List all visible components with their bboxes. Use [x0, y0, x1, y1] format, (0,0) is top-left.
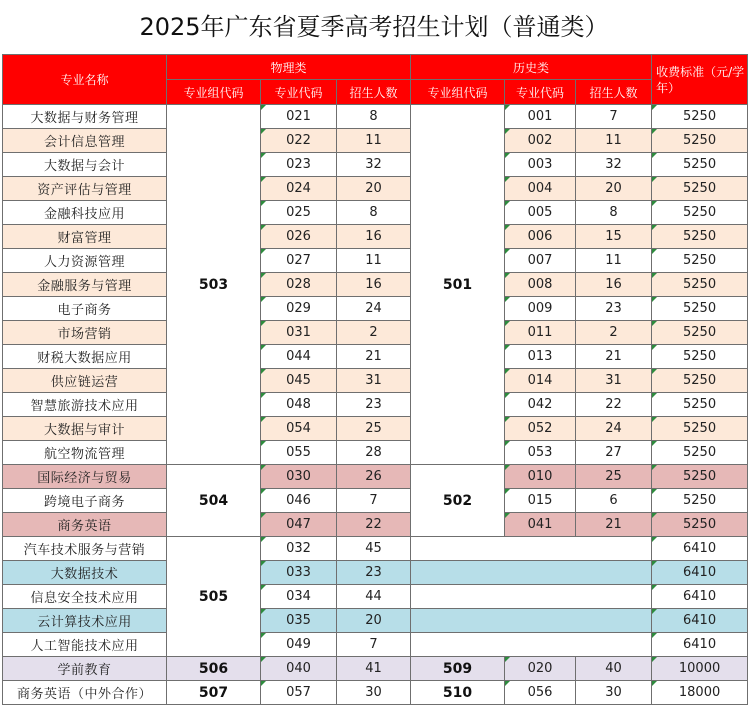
history-empty-cell [411, 585, 652, 609]
history-enroll-count-cell: 21 [576, 513, 652, 537]
history-enroll-count-cell: 2 [576, 321, 652, 345]
table-row [3, 417, 748, 441]
header-fee: 收费标准（元/学年） [652, 55, 748, 105]
history-group-code-cell: 502 [411, 465, 505, 537]
history-enroll-count-cell: 20 [576, 177, 652, 201]
physics-major-code-cell: 030 [261, 465, 337, 489]
fee-cell: 5250 [652, 393, 748, 417]
physics-enroll-count-cell: 44 [337, 585, 411, 609]
history-major-code-cell: 005 [505, 201, 576, 225]
table-row [3, 681, 748, 705]
header-physics-group-code: 专业组代码 [167, 80, 261, 105]
physics-major-code-cell: 035 [261, 609, 337, 633]
history-empty-cell [411, 537, 652, 561]
major-name-cell: 智慧旅游技术应用 [3, 393, 167, 417]
table-row [3, 297, 748, 321]
history-enroll-count-cell: 8 [576, 201, 652, 225]
history-major-code-cell: 015 [505, 489, 576, 513]
physics-major-code-cell: 044 [261, 345, 337, 369]
fee-cell: 6410 [652, 633, 748, 657]
fee-cell: 5250 [652, 297, 748, 321]
physics-major-code-cell: 040 [261, 657, 337, 681]
history-enroll-count-cell: 22 [576, 393, 652, 417]
history-enroll-count-cell: 16 [576, 273, 652, 297]
physics-group-code-cell: 504 [167, 465, 261, 537]
fee-cell: 5250 [652, 249, 748, 273]
history-enroll-count-cell: 31 [576, 369, 652, 393]
fee-cell: 5250 [652, 273, 748, 297]
physics-major-code-cell: 025 [261, 201, 337, 225]
physics-enroll-count-cell: 41 [337, 657, 411, 681]
history-major-code-cell: 042 [505, 393, 576, 417]
physics-enroll-count-cell: 31 [337, 369, 411, 393]
header-history-group-code: 专业组代码 [411, 80, 505, 105]
physics-group-code-cell: 505 [167, 537, 261, 657]
history-group-code-cell: 501 [411, 105, 505, 465]
physics-enroll-count-cell: 16 [337, 225, 411, 249]
major-name-cell: 会计信息管理 [3, 129, 167, 153]
table-row [3, 633, 748, 657]
history-enroll-count-cell: 11 [576, 129, 652, 153]
table-row [3, 273, 748, 297]
major-name-cell: 财税大数据应用 [3, 345, 167, 369]
history-major-code-cell: 004 [505, 177, 576, 201]
history-enroll-count-cell: 21 [576, 345, 652, 369]
fee-cell: 5250 [652, 201, 748, 225]
physics-group-code-cell: 506 [167, 657, 261, 681]
table-row [3, 489, 748, 513]
major-name-cell: 供应链运营 [3, 369, 167, 393]
page-title: 2025年广东省夏季高考招生计划（普通类） [139, 13, 609, 41]
history-major-code-cell: 002 [505, 129, 576, 153]
major-name-cell: 资产评估与管理 [3, 177, 167, 201]
physics-enroll-count-cell: 7 [337, 489, 411, 513]
fee-cell: 6410 [652, 561, 748, 585]
physics-enroll-count-cell: 22 [337, 513, 411, 537]
physics-enroll-count-cell: 11 [337, 249, 411, 273]
physics-major-code-cell: 054 [261, 417, 337, 441]
table-row [3, 225, 748, 249]
history-enroll-count-cell: 27 [576, 441, 652, 465]
history-group-code-cell: 509 [411, 657, 505, 681]
physics-major-code-cell: 049 [261, 633, 337, 657]
fee-cell: 5250 [652, 489, 748, 513]
history-enroll-count-cell: 11 [576, 249, 652, 273]
physics-enroll-count-cell: 20 [337, 177, 411, 201]
physics-major-code-cell: 048 [261, 393, 337, 417]
major-name-cell: 人工智能技术应用 [3, 633, 167, 657]
history-group-code-cell: 510 [411, 681, 505, 705]
history-empty-cell [411, 561, 652, 585]
table-row [3, 177, 748, 201]
table-row [3, 345, 748, 369]
major-name-cell: 人力资源管理 [3, 249, 167, 273]
major-name-cell: 跨境电子商务 [3, 489, 167, 513]
history-major-code-cell: 003 [505, 153, 576, 177]
enrollment-table [2, 54, 748, 705]
history-major-code-cell: 009 [505, 297, 576, 321]
table-row [3, 201, 748, 225]
physics-major-code-cell: 022 [261, 129, 337, 153]
fee-cell: 5250 [652, 417, 748, 441]
table-row [3, 585, 748, 609]
physics-enroll-count-cell: 30 [337, 681, 411, 705]
header-history-enroll-count: 招生人数 [576, 80, 652, 105]
history-enroll-count-cell: 40 [576, 657, 652, 681]
history-major-code-cell: 007 [505, 249, 576, 273]
physics-major-code-cell: 031 [261, 321, 337, 345]
physics-major-code-cell: 021 [261, 105, 337, 129]
fee-cell: 6410 [652, 609, 748, 633]
physics-enroll-count-cell: 16 [337, 273, 411, 297]
history-enroll-count-cell: 32 [576, 153, 652, 177]
physics-enroll-count-cell: 20 [337, 609, 411, 633]
major-name-cell: 市场营销 [3, 321, 167, 345]
table-row [3, 369, 748, 393]
physics-group-code-cell: 503 [167, 105, 261, 465]
table-row [3, 561, 748, 585]
major-name-cell: 金融科技应用 [3, 201, 167, 225]
physics-major-code-cell: 034 [261, 585, 337, 609]
fee-cell: 5250 [652, 225, 748, 249]
table-row [3, 249, 748, 273]
fee-cell: 18000 [652, 681, 748, 705]
history-major-code-cell: 056 [505, 681, 576, 705]
major-name-cell: 国际经济与贸易 [3, 465, 167, 489]
physics-major-code-cell: 029 [261, 297, 337, 321]
physics-enroll-count-cell: 23 [337, 561, 411, 585]
table-row [3, 537, 748, 561]
header-physics-major-code: 专业代码 [261, 80, 337, 105]
physics-major-code-cell: 023 [261, 153, 337, 177]
physics-major-code-cell: 026 [261, 225, 337, 249]
table-row [3, 441, 748, 465]
major-name-cell: 学前教育 [3, 657, 167, 681]
history-enroll-count-cell: 7 [576, 105, 652, 129]
physics-enroll-count-cell: 7 [337, 633, 411, 657]
history-major-code-cell: 013 [505, 345, 576, 369]
fee-cell: 6410 [652, 537, 748, 561]
table-row [3, 105, 748, 129]
major-name-cell: 电子商务 [3, 297, 167, 321]
history-major-code-cell: 006 [505, 225, 576, 249]
physics-enroll-count-cell: 26 [337, 465, 411, 489]
major-name-cell: 云计算技术应用 [3, 609, 167, 633]
physics-major-code-cell: 057 [261, 681, 337, 705]
major-name-cell: 大数据与审计 [3, 417, 167, 441]
major-name-cell: 大数据与财务管理 [3, 105, 167, 129]
table-row [3, 657, 748, 681]
history-major-code-cell: 053 [505, 441, 576, 465]
physics-enroll-count-cell: 23 [337, 393, 411, 417]
physics-enroll-count-cell: 25 [337, 417, 411, 441]
physics-major-code-cell: 033 [261, 561, 337, 585]
history-enroll-count-cell: 30 [576, 681, 652, 705]
header-physics: 物理类 [167, 55, 411, 80]
header-history-major-code: 专业代码 [505, 80, 576, 105]
header-physics-enroll-count: 招生人数 [337, 80, 411, 105]
table-row [3, 513, 748, 537]
physics-enroll-count-cell: 24 [337, 297, 411, 321]
physics-major-code-cell: 055 [261, 441, 337, 465]
history-major-code-cell: 041 [505, 513, 576, 537]
history-major-code-cell: 052 [505, 417, 576, 441]
physics-major-code-cell: 032 [261, 537, 337, 561]
major-name-cell: 金融服务与管理 [3, 273, 167, 297]
fee-cell: 5250 [652, 345, 748, 369]
physics-major-code-cell: 045 [261, 369, 337, 393]
table-row [3, 129, 748, 153]
major-name-cell: 商务英语（中外合作） [3, 681, 167, 705]
physics-major-code-cell: 024 [261, 177, 337, 201]
major-name-cell: 大数据与会计 [3, 153, 167, 177]
physics-enroll-count-cell: 32 [337, 153, 411, 177]
history-enroll-count-cell: 6 [576, 489, 652, 513]
fee-cell: 5250 [652, 513, 748, 537]
table-row [3, 153, 748, 177]
fee-cell: 5250 [652, 465, 748, 489]
physics-group-code-cell: 507 [167, 681, 261, 705]
fee-cell: 5250 [652, 441, 748, 465]
fee-cell: 10000 [652, 657, 748, 681]
fee-cell: 5250 [652, 153, 748, 177]
history-major-code-cell: 001 [505, 105, 576, 129]
major-name-cell: 信息安全技术应用 [3, 585, 167, 609]
fee-cell: 6410 [652, 585, 748, 609]
table-row [3, 465, 748, 489]
table-row [3, 393, 748, 417]
physics-enroll-count-cell: 45 [337, 537, 411, 561]
history-major-code-cell: 020 [505, 657, 576, 681]
physics-enroll-count-cell: 28 [337, 441, 411, 465]
table-row [3, 609, 748, 633]
history-major-code-cell: 010 [505, 465, 576, 489]
major-name-cell: 汽车技术服务与营销 [3, 537, 167, 561]
physics-major-code-cell: 046 [261, 489, 337, 513]
major-name-cell: 航空物流管理 [3, 441, 167, 465]
fee-cell: 5250 [652, 105, 748, 129]
physics-major-code-cell: 047 [261, 513, 337, 537]
history-major-code-cell: 011 [505, 321, 576, 345]
history-enroll-count-cell: 23 [576, 297, 652, 321]
physics-enroll-count-cell: 21 [337, 345, 411, 369]
history-enroll-count-cell: 25 [576, 465, 652, 489]
history-major-code-cell: 014 [505, 369, 576, 393]
physics-enroll-count-cell: 2 [337, 321, 411, 345]
table-row [3, 321, 748, 345]
physics-major-code-cell: 028 [261, 273, 337, 297]
header-history: 历史类 [411, 55, 652, 80]
physics-enroll-count-cell: 11 [337, 129, 411, 153]
table-body [3, 105, 748, 705]
header-major-name: 专业名称 [3, 55, 167, 105]
major-name-cell: 商务英语 [3, 513, 167, 537]
fee-cell: 5250 [652, 369, 748, 393]
physics-enroll-count-cell: 8 [337, 201, 411, 225]
fee-cell: 5250 [652, 321, 748, 345]
history-major-code-cell: 008 [505, 273, 576, 297]
fee-cell: 5250 [652, 129, 748, 153]
physics-major-code-cell: 027 [261, 249, 337, 273]
history-enroll-count-cell: 15 [576, 225, 652, 249]
fee-cell: 5250 [652, 177, 748, 201]
history-empty-cell [411, 609, 652, 633]
history-empty-cell [411, 633, 652, 657]
major-name-cell: 大数据技术 [3, 561, 167, 585]
history-enroll-count-cell: 24 [576, 417, 652, 441]
physics-enroll-count-cell: 8 [337, 105, 411, 129]
major-name-cell: 财富管理 [3, 225, 167, 249]
